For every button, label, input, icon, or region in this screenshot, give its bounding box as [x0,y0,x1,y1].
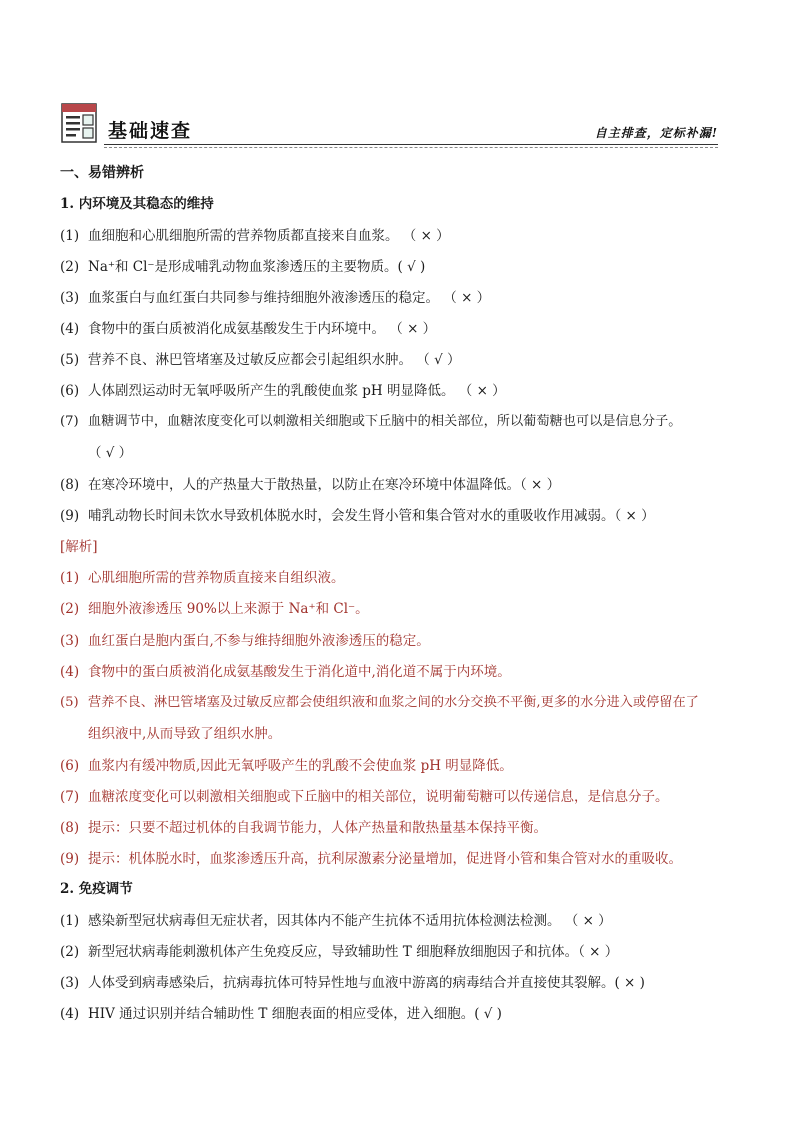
item-text: 血浆内有缓冲物质,因此无氧呼吸产生的乳酸不会使血浆 pH 明显降低。 [88,758,513,774]
analysis-item [60,568,345,588]
list-item [60,911,612,931]
item-text: 食物中的蛋白质被消化成氨基酸发生于内环境中。 （ × ） [88,321,437,337]
item-number: (4) [60,664,80,680]
item-text: 在寒冷环境中，人的产热量大于散热量，以防止在寒冷环境中体温降低。（ × ） [88,477,561,493]
item-text: 感染新型冠状病毒但无症状者，因其体内不能产生抗体不适用抗体检测法检测。 （ × ） [88,913,612,929]
item-number: (5) [60,352,80,368]
item-number: (9) [60,851,80,867]
item-text: 提示：只要不超过机体的自我调节能力，人体产热量和散热量基本保持平衡。 [88,820,547,836]
item-number: (8) [60,820,80,836]
item-text: 血浆蛋白与血红蛋白共同参与维持细胞外液渗透压的稳定。 （ × ） [88,290,491,306]
analysis-item [60,756,513,776]
item-text: 食物中的蛋白质被消化成氨基酸发生于消化道中,消化道不属于内环境。 [88,664,511,680]
item-text: 新型冠状病毒能刺激机体产生免疫反应，导致辅助性 T 细胞释放细胞因子和抗体。（ × ） [88,944,619,960]
item-text: HIV 通过识别并结合辅助性 T 细胞表面的相应受体，进入细胞。( √ ) [88,1006,502,1022]
subsection-title-2: 2. 免疫调节 [60,881,133,897]
list-item [60,973,645,993]
item-number: (1) [60,228,80,244]
list-item [60,226,450,246]
section-heading: 一、易错辨析 [60,165,144,181]
item-number: (3) [60,290,80,306]
analysis-label: [解析] [60,539,98,555]
analysis-item-continuation [60,724,281,744]
item-number: (1) [60,570,80,586]
item-text: 哺乳动物长时间未饮水导致机体脱水时，会发生肾小管和集合管对水的重吸收作用减弱。（ × ） [88,508,655,524]
subsection-title-1: 1. 内环境及其稳态的维持 [60,196,214,212]
item-text: （ √ ） [88,445,133,461]
item-number: (7) [60,414,79,429]
banner-slogan: 自主排查，定标补漏! [594,126,718,140]
item-text: 血红蛋白是胞内蛋白,不参与维持细胞外液渗透压的稳定。 [88,633,430,649]
item-number: (4) [60,1006,80,1022]
item-number: (3) [60,975,80,991]
item-number: (2) [60,259,80,275]
list-item [60,319,436,339]
item-number: (7) [60,789,80,805]
analysis-item [60,631,430,651]
item-number: (3) [60,633,80,649]
item-text: 心肌细胞所需的营养物质直接来自组织液。 [88,570,345,586]
list-item [60,1004,502,1024]
analysis-item [60,693,699,713]
notebook-icon [60,100,100,144]
item-text: 营养不良、淋巴管堵塞及过敏反应都会使组织液和血浆之间的水分交换不平衡,更多的水分进入或停留在了 [88,695,699,710]
section-banner [60,100,718,148]
analysis-item [60,849,682,869]
item-number: (5) [60,695,79,710]
list-item [60,942,618,962]
item-text: 血细胞和心肌细胞所需的营养物质都直接来自血浆。 （ × ） [88,228,450,244]
list-item [60,506,655,526]
item-number: (8) [60,477,80,493]
item-text: 细胞外液渗透压 90%以上来源于 Na⁺和 Cl⁻。 [88,601,369,617]
item-text: 血糖调节中，血糖浓度变化可以刺激相关细胞或下丘脑中的相关部位，所以葡萄糖也可以是信息分子。 [88,414,682,429]
list-item [60,350,460,370]
item-text: 血糖浓度变化可以刺激相关细胞或下丘脑中的相关部位，说明葡萄糖可以传递信息，是信息分子。 [88,789,669,805]
list-item-continuation [60,443,132,463]
item-number: (6) [60,383,80,399]
item-number: (2) [60,601,80,617]
analysis-item [60,818,547,838]
list-item [60,288,490,308]
item-text: 人体剧烈运动时无氧呼吸所产生的乳酸使血浆 pH 明显降低。 （ × ） [88,383,506,399]
item-number: (1) [60,913,80,929]
analysis-item [60,599,369,619]
item-number: (2) [60,944,80,960]
analysis-item [60,787,669,807]
list-item [60,257,425,277]
item-text: 提示：机体脱水时，血浆渗透压升高，抗利尿激素分泌量增加，促进肾小管和集合管对水的重吸收。 [88,851,682,867]
banner-title: 基础速查 [108,120,193,142]
item-number: (6) [60,758,80,774]
banner-rule [104,144,718,145]
item-text: 人体受到病毒感染后，抗病毒抗体可特异性地与血液中游离的病毒结合并直接使其裂解。( × ) [88,975,645,991]
item-text: Na⁺和 Cl⁻是形成哺乳动物血浆渗透压的主要物质。( √ ) [88,259,426,275]
list-item [60,381,506,401]
list-item [60,475,560,495]
item-text: 营养不良、淋巴管堵塞及过敏反应都会引起组织水肿。 （ √ ） [88,352,461,368]
banner-rule-dashed [104,147,718,148]
item-text: 组织液中,从而导致了组织水肿。 [88,726,282,742]
analysis-item [60,662,511,682]
item-number: (9) [60,508,80,524]
item-number: (4) [60,321,80,337]
list-item [60,412,681,432]
